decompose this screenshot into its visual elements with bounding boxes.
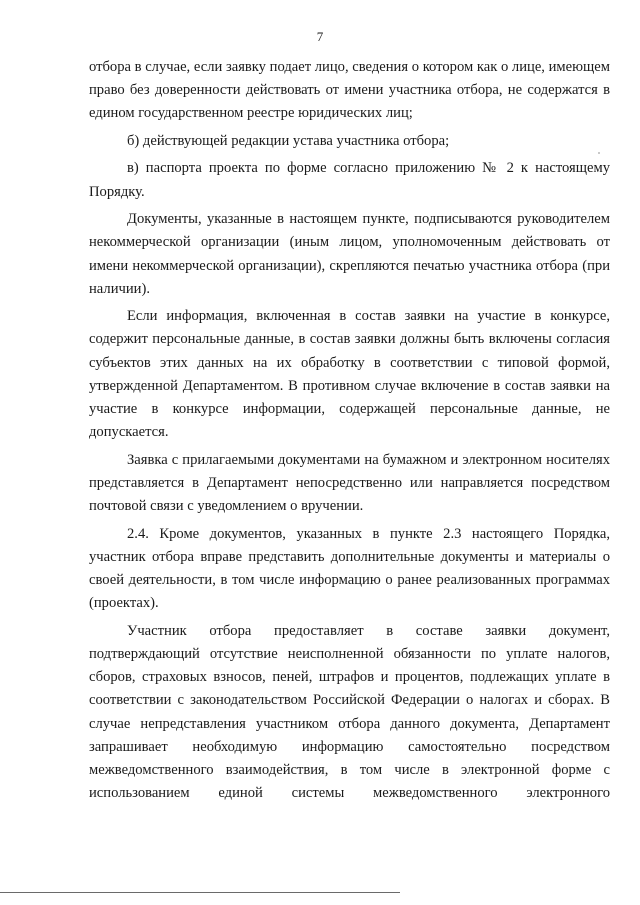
paragraph-signing: Документы, указанные в настоящем пункте, подписываются руководителем некоммерческой организации (иным лицом, уполномоченным действовать от имени некоммерческой организации), скрепляются печатью участника отбора (при наличии). [89,211,610,297]
page-number: 7 [316,29,324,44]
paragraph-2-4: 2.4. Кроме документов, указанных в пункте 2.3 настоящего Порядка, участник отбора вправе представить дополнительные документы и материалы о своей деятельности, в том числе информацию о ранее реализованных программах (проектах). [89,525,610,612]
paragraph-item-v: в) паспорта проекта по форме согласно приложению № 2 к настоящему Порядку. [89,160,610,200]
paragraph-personal-data: Если информация, включенная в состав заявки на участие в конкурсе, содержит персональные данные, в состав заявки должны быть включены согласия субъектов этих данных на их обработку в соответствии с типовой формой, утвержденной Департаментом. В противном случае включение в состав заявки на участие в конкурсе информации, содержащей персональные данные, не допускается. [89,308,610,441]
paragraph-continuation: отбора в случае, если заявку подает лицо, сведения о котором как о лице, имеющем право без доверенности действовать от имени участника отбора, не содержатся в едином государственном реестре юридических лиц; [89,59,610,122]
paragraph-tax-document: Участник отбора предоставляет в составе заявки документ, подтверждающий отсутствие неисполненной обязанности по уплате налогов, сборов, страховых взносов, пеней, штрафов и процентов, подлежащих уплате в соответствии с законодательством Российской Федерации о налогах и сборах. В случае непредставления участником отбора данного документа, Департамент запрашивает необходимую информацию самостоятельно посредством межведомственного взаимодействия, в том числе в электронной форме с использованием единой системы межведомственного электронного [89,622,610,802]
scan-speck [598,152,600,154]
document-body [89,56,610,810]
footer-rule [0,892,400,893]
paragraph-submission: Заявка с прилагаемыми документами на бумажном и электронном носителях представляется в Департамент непосредственно или направляется посредством почтовой связи с уведомлением о вручении. [89,451,610,515]
paragraph-item-b: б) действующей редакции устава участника отбора; [127,132,450,149]
